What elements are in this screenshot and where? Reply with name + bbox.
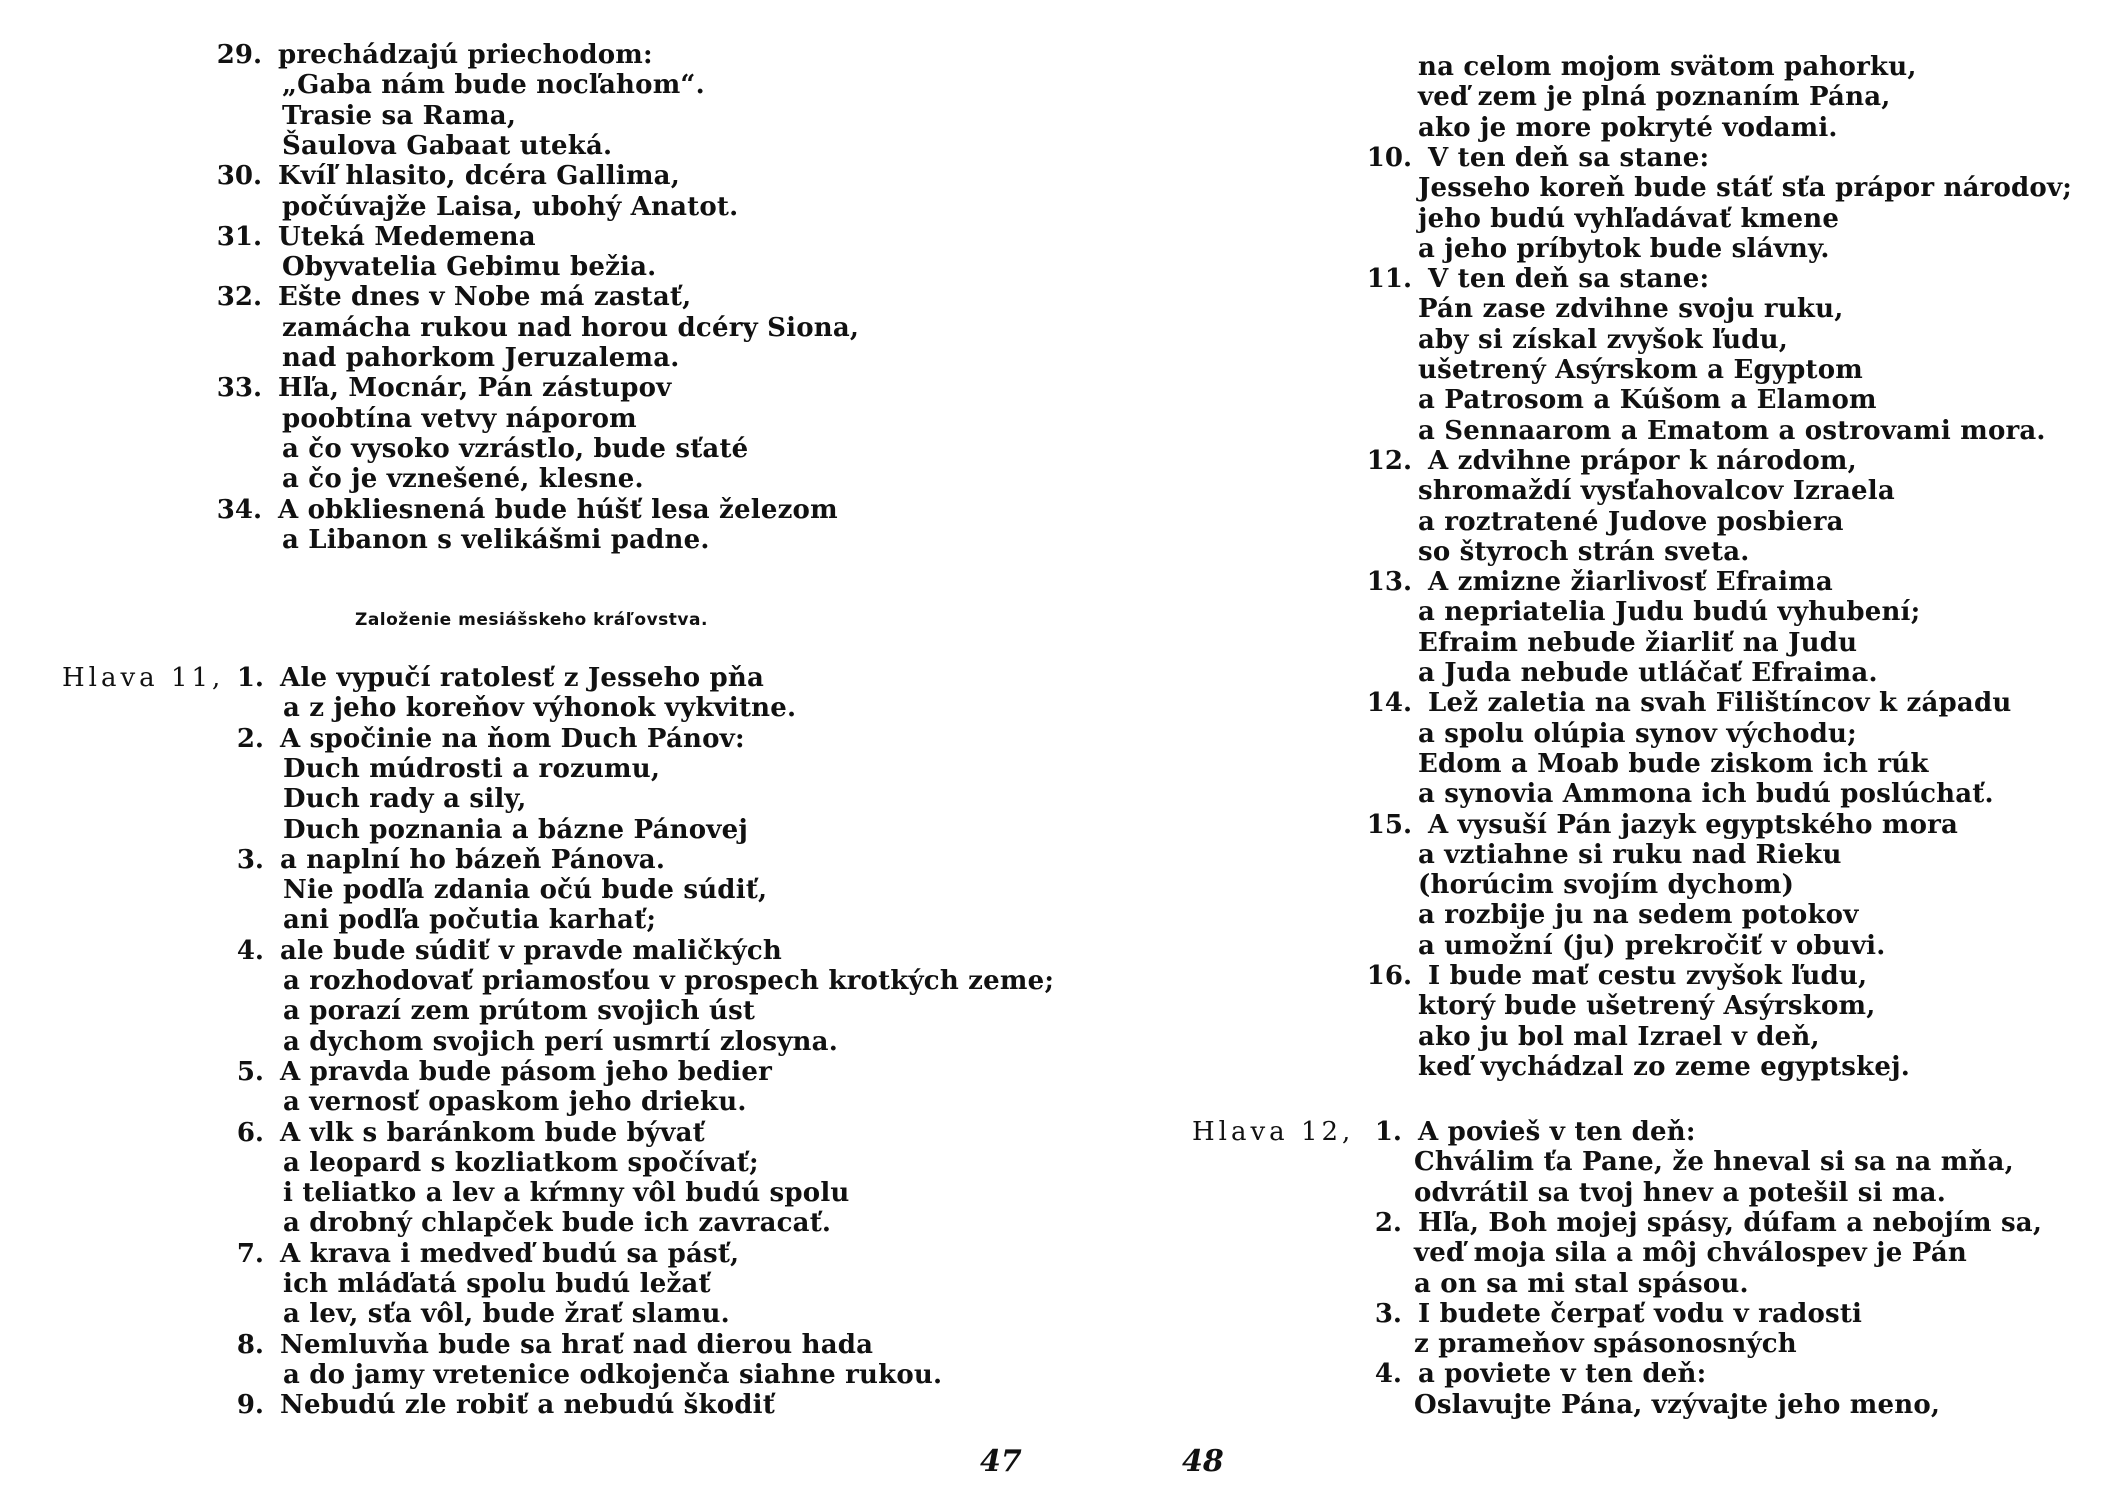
- continuation-line: ako je more pokryté vodami.: [1418, 112, 1838, 143]
- left-verse-line: Uteká Medemena: [278, 221, 536, 252]
- left-ch11-verse-line: Ale vypučí ratolesť z Jesseho pňa: [280, 663, 765, 693]
- right-verse-line: a Sennaarom a Ematom a ostrovami mora.: [1418, 415, 2046, 446]
- left-verse-number: 30.: [216, 161, 262, 192]
- left-ch11-verse-number: 1.: [236, 663, 264, 693]
- right-verse-line: A zmizne žiarlivosť Efraima: [1428, 567, 1833, 598]
- right-verse-line: a nepriatelia Judu budú vyhubení;: [1418, 597, 1921, 628]
- left-ch11-verse-line: ani podľa počutia karhať;: [283, 905, 657, 936]
- right-verse-line: a rozbije ju na sedem potokov: [1418, 900, 1859, 931]
- left-verse-line: Šaulova Gabaat uteká.: [282, 130, 613, 161]
- left-verse-number: 29.: [216, 40, 262, 70]
- left-ch11-verse-line: a vernosť opaskom jeho drieku.: [283, 1087, 747, 1118]
- left-ch11-verse-line: i teliatko a lev a kŕmny vôl budú spolu: [283, 1178, 850, 1209]
- right-verse-number: 16.: [1366, 961, 1412, 991]
- right-verse-line: A zdvihne prápor k národom,: [1428, 445, 1857, 476]
- left-ch11-verse-number: 6.: [236, 1117, 264, 1148]
- left-ch11-verse-number: 2.: [236, 723, 264, 754]
- left-ch11-verse-line: a z jeho koreňov výhonok vykvitne.: [283, 693, 797, 724]
- left-ch11-verse-line: a lev, sťa vôl, bude žrať slamu.: [283, 1299, 730, 1330]
- right-verse-line: Edom a Moab bude ziskom ich rúk: [1418, 748, 1929, 779]
- left-verse-line: A obkliesnená bude húšť lesa železom: [278, 494, 838, 525]
- right-verse-line: Pán zase zdvihne svoju ruku,: [1418, 294, 1844, 325]
- section-heading: Založenie mesiášskeho kráľovstva.: [355, 610, 708, 630]
- right-verse-line: jeho budú vyhľadávať kmene: [1418, 203, 1840, 234]
- left-verse-line: zamácha rukou nad horou dcéry Siona,: [282, 312, 860, 343]
- left-ch11-verse-number: 8.: [236, 1329, 264, 1360]
- right-ch12-verse-line: I budete čerpať vodu v radosti: [1418, 1298, 1863, 1329]
- page-number: 48: [1182, 1444, 1224, 1479]
- chapter-label: Hlava 12,: [1192, 1117, 1355, 1147]
- right-verse-line: ktorý bude ušetrený Asýrskom,: [1418, 991, 1876, 1022]
- right-verse-line: a Patrosom a Kúšom a Elamom: [1418, 385, 1877, 416]
- right-verse-line: a synovia Ammona ich budú poslúchať.: [1418, 779, 1994, 810]
- right-ch12-verse-line: Oslavujte Pána, vzývajte jeho meno,: [1414, 1389, 1941, 1420]
- left-verse-number: 33.: [216, 373, 262, 404]
- right-verse-number: 13.: [1366, 567, 1412, 598]
- right-verse-line: ako ju bol mal Izrael v deň,: [1418, 1021, 1820, 1052]
- left-verse-line: prechádzajú priechodom:: [278, 40, 653, 70]
- left-ch11-verse-number: 3.: [236, 844, 264, 875]
- right-ch12-verse-line: A povieš v ten deň:: [1418, 1117, 1696, 1147]
- left-verse-line: Obyvatelia Gebimu bežia.: [282, 252, 657, 283]
- continuation-line: na celom mojom svätom pahorku,: [1418, 52, 1917, 82]
- page-number: 47: [980, 1444, 1022, 1479]
- left-ch11-verse-number: 9.: [236, 1390, 264, 1421]
- left-verse-line: nad pahorkom Jeruzalema.: [282, 343, 680, 373]
- right-ch12-verse-number: 4.: [1374, 1359, 1402, 1390]
- left-ch11-verse-line: a do jamy vretenice odkojenča siahne rukou.: [283, 1359, 943, 1390]
- right-ch12-verse-line: odvrátil sa tvoj hnev a potešil si ma.: [1414, 1177, 1946, 1208]
- right-ch12-verse-line: Hľa, Boh mojej spásy, dúfam a nebojím sa,: [1418, 1207, 2043, 1238]
- right-verse-line: I bude mať cestu zvyšok ľudu,: [1428, 961, 1868, 991]
- right-verse-line: shromaždí vysťahovalcov Izraela: [1418, 476, 1895, 507]
- right-ch12-verse-line: veď moja sila a môj chválospev je Pán: [1414, 1238, 1967, 1269]
- left-verse-line: Hľa, Mocnár, Pán zástupov: [278, 373, 672, 404]
- right-verse-line: aby si získal zvyšok ľudu,: [1418, 324, 1788, 355]
- right-ch12-verse-number: 3.: [1374, 1298, 1402, 1329]
- right-ch12-verse-line: a on sa mi stal spásou.: [1414, 1268, 1749, 1299]
- left-ch11-verse-line: Nemluvňa bude sa hrať nad dierou hada: [280, 1329, 874, 1360]
- left-verse-line: a čo je vznešené, klesne.: [282, 464, 644, 495]
- left-ch11-verse-line: Nebudú zle robiť a nebudú škodiť: [280, 1390, 775, 1421]
- left-ch11-verse-number: 5.: [236, 1056, 264, 1087]
- left-ch11-verse-line: a drobný chlapček bude ich zavracať.: [283, 1208, 832, 1239]
- right-ch12-verse-number: 2.: [1374, 1207, 1402, 1238]
- left-ch11-verse-number: 7.: [236, 1238, 264, 1269]
- left-verse-line: Ešte dnes v Nobe má zastať,: [278, 282, 692, 313]
- left-ch11-verse-line: a rozhodovať priamosťou v prospech krotkých zeme;: [283, 966, 1055, 996]
- right-verse-number: 15.: [1366, 809, 1412, 840]
- left-verse-line: počúvajže Laisa, ubohý Anatot.: [282, 191, 739, 222]
- right-verse-line: A vysuší Pán jazyk egyptského mora: [1428, 809, 1959, 840]
- right-verse-number: 10.: [1366, 142, 1412, 173]
- left-ch11-verse-number: 4.: [236, 935, 264, 966]
- left-ch11-verse-line: Nie podľa zdania očú bude súdiť,: [283, 875, 768, 906]
- left-ch11-verse-line: ich mláďatá spolu budú ležať: [283, 1269, 711, 1299]
- right-ch12-verse-number: 1.: [1374, 1117, 1402, 1147]
- right-verse-line: so štyroch strán sveta.: [1418, 536, 1750, 567]
- right-verse-number: 14.: [1366, 688, 1412, 719]
- right-verse-line: a Juda nebude utláčať Efraima.: [1418, 658, 1878, 688]
- right-verse-number: 11.: [1366, 264, 1412, 295]
- left-ch11-verse-line: a naplní ho bázeň Pánova.: [280, 844, 666, 875]
- right-verse-line: Lež zaletia na svah Filištíncov k západu: [1428, 688, 2012, 719]
- left-verse-line: „Gaba nám bude nocľahom“.: [282, 70, 705, 101]
- right-verse-line: keď vychádzal zo zeme egyptskej.: [1418, 1051, 1910, 1082]
- left-ch11-verse-line: A krava i medveď budú sa pásť,: [280, 1238, 740, 1269]
- right-verse-line: Jesseho koreň bude stáť sťa prápor národov;: [1418, 173, 2073, 204]
- left-ch11-verse-line: a dychom svojich perí usmrtí zlosyna.: [283, 1026, 838, 1057]
- right-verse-line: a jeho príbytok bude slávny.: [1418, 233, 1830, 264]
- right-verse-line: a roztratené Judove posbiera: [1418, 506, 1844, 537]
- left-ch11-verse-line: A vlk s baránkom bude bývať: [280, 1117, 705, 1148]
- right-verse-line: V ten deň sa stane:: [1428, 264, 1710, 295]
- left-ch11-verse-line: A pravda bude pásom jeho bedier: [280, 1056, 773, 1087]
- left-ch11-verse-line: Duch múdrosti a rozumu,: [283, 753, 661, 784]
- right-verse-line: V ten deň sa stane:: [1428, 142, 1710, 173]
- left-verse-line: a Libanon s velikášmi padne.: [282, 524, 710, 555]
- right-verse-line: a umožní (ju) prekročiť v obuvi.: [1418, 930, 1886, 961]
- right-ch12-verse-line: z prameňov spásonosných: [1414, 1329, 1797, 1360]
- left-verse-number: 31.: [216, 221, 262, 252]
- right-verse-line: ušetrený Asýrskom a Egyptom: [1418, 355, 1864, 385]
- right-verse-number: 12.: [1366, 445, 1412, 476]
- right-ch12-verse-line: a poviete v ten deň:: [1418, 1359, 1707, 1390]
- right-verse-line: (horúcim svojím dychom): [1418, 870, 1795, 901]
- left-verse-line: Trasie sa Rama,: [282, 100, 517, 131]
- left-ch11-verse-line: a porazí zem prútom svojich úst: [283, 996, 756, 1027]
- left-ch11-verse-line: Duch rady a sily,: [283, 784, 527, 815]
- left-verse-number: 32.: [216, 282, 262, 313]
- left-ch11-verse-line: a leopard s kozliatkom spočívať;: [283, 1147, 759, 1178]
- right-page: [1062, 0, 2124, 1500]
- left-verse-line: a čo vysoko vzrástlo, bude sťaté: [282, 433, 749, 464]
- right-verse-line: Efraim nebude žiarliť na Judu: [1418, 627, 1858, 658]
- left-verse-number: 34.: [216, 494, 262, 525]
- left-verse-line: Kvíľ hlasito, dcéra Gallima,: [278, 161, 680, 192]
- right-verse-line: a spolu olúpia synov východu;: [1418, 718, 1857, 749]
- right-verse-line: a vztiahne si ruku nad Rieku: [1418, 839, 1842, 870]
- right-ch12-verse-line: Chválim ťa Pane, že hneval si sa na mňa,: [1414, 1147, 2014, 1178]
- continuation-line: veď zem je plná poznaním Pána,: [1418, 82, 1891, 113]
- left-ch11-verse-line: A spočinie na ňom Duch Pánov:: [280, 723, 745, 754]
- left-ch11-verse-line: ale bude súdiť v pravde maličkých: [280, 935, 782, 966]
- chapter-label: Hlava 11,: [62, 663, 225, 693]
- left-ch11-verse-line: Duch poznania a bázne Pánovej: [283, 814, 748, 845]
- left-verse-line: poobtína vetvy náporom: [282, 403, 637, 434]
